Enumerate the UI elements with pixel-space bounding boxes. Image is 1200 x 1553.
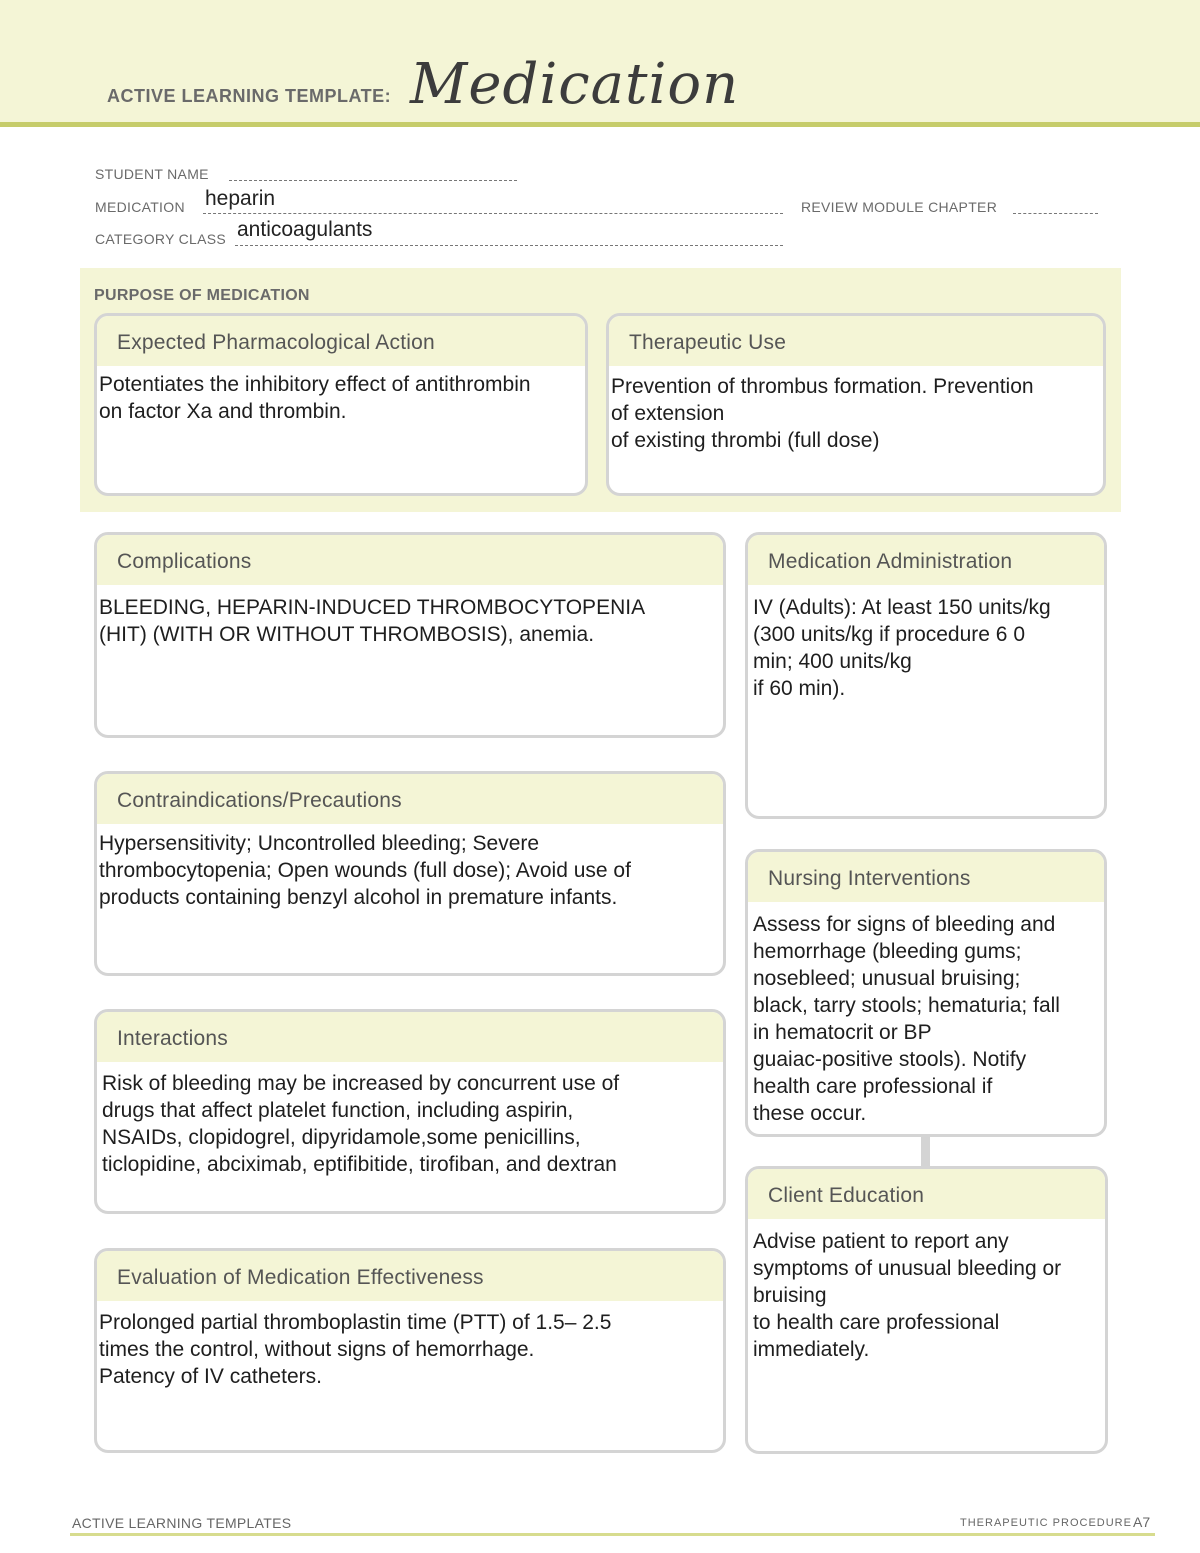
text-line: on factor Xa and thrombin.: [99, 400, 347, 423]
text-line: Risk of bleeding may be increased by concurrent use of: [102, 1072, 620, 1095]
text-line: black, tarry stools; hematuria; fall: [753, 994, 1060, 1017]
review-module-label: REVIEW MODULE CHAPTER: [801, 199, 998, 215]
complications-text[interactable]: [97, 585, 723, 648]
therapeutic-use-card: [606, 313, 1106, 496]
interactions-text[interactable]: [97, 1062, 723, 1178]
card-title: Interactions: [97, 1012, 723, 1062]
evaluation-text[interactable]: [97, 1301, 723, 1390]
text-line: guaiac-positive stools). Notify: [753, 1048, 1027, 1071]
text-line: drugs that affect platelet function, including aspirin,: [102, 1099, 574, 1122]
card-title: Complications: [97, 535, 723, 585]
template-label: ACTIVE LEARNING TEMPLATE:: [107, 86, 392, 106]
text-line: Assess for signs of bleeding and: [753, 913, 1056, 936]
text-line: to health care professional: [753, 1311, 1000, 1334]
client-education-text[interactable]: [748, 1219, 1105, 1363]
complications-card: [94, 532, 726, 738]
text-line: thrombocytopenia; Open wounds (full dose); Avoid use of: [99, 859, 631, 882]
interactions-card: [94, 1009, 726, 1214]
text-line: (HIT) (WITH OR WITHOUT THROMBOSIS), anemia.: [99, 623, 595, 646]
administration-text[interactable]: [748, 585, 1104, 702]
expected-action-card: [94, 313, 588, 496]
text-line: NSAIDs, clopidogrel, dipyridamole,some penicillins,: [102, 1126, 581, 1149]
card-title: Client Education: [748, 1169, 1105, 1219]
card-title: Nursing Interventions: [748, 852, 1104, 902]
text-line: Prolonged partial thromboplastin time (PTT) of 1.5– 2.5: [99, 1311, 612, 1334]
text-line: health care professional if: [753, 1075, 993, 1098]
text-line: IV (Adults): At least 150 units/kg: [753, 596, 1051, 619]
text-line: bruising: [753, 1284, 827, 1307]
text-line: min; 400 units/kg: [753, 650, 912, 673]
connector-line: [921, 1135, 930, 1167]
administration-card: [745, 532, 1107, 819]
category-class-field[interactable]: anticoagulants: [237, 218, 373, 241]
card-title: Medication Administration: [748, 535, 1104, 585]
header-divider: [0, 122, 1200, 127]
text-line: BLEEDING, HEPARIN-INDUCED THROMBOCYTOPENIA: [99, 596, 646, 619]
page-title: Medication: [410, 52, 740, 117]
page-number: A7: [1133, 1514, 1151, 1530]
medication-field-line: [203, 213, 783, 214]
therapeutic-use-text[interactable]: [609, 366, 1103, 454]
text-line: Potentiates the inhibitory effect of antithrombin: [99, 373, 531, 396]
card-title: Evaluation of Medication Effectiveness: [97, 1251, 723, 1301]
text-line: these occur.: [753, 1102, 867, 1125]
student-name-label: STUDENT NAME: [95, 166, 209, 182]
text-line: if 60 min).: [753, 677, 846, 700]
footer-title: ACTIVE LEARNING TEMPLATES: [72, 1515, 292, 1531]
text-line: Advise patient to report any: [753, 1230, 1009, 1253]
evaluation-card: [94, 1248, 726, 1453]
medication-field[interactable]: heparin: [205, 187, 276, 210]
text-line: ticlopidine, abciximab, eptifibitide, tirofiban, and dextran: [102, 1153, 617, 1176]
nursing-interventions-text[interactable]: [748, 902, 1104, 1127]
text-line: in hematocrit or BP: [753, 1021, 932, 1044]
medication-label: MEDICATION: [95, 199, 185, 215]
text-line: Hypersensitivity; Uncontrolled bleeding; Severe: [99, 832, 540, 855]
text-line: of extension: [611, 402, 725, 425]
purpose-label: PURPOSE OF MEDICATION: [94, 287, 310, 304]
client-education-card: [745, 1166, 1108, 1454]
text-line: Patency of IV catheters.: [99, 1365, 322, 1388]
text-line: Prevention of thrombus formation. Prevention: [611, 375, 1034, 398]
contraindications-text[interactable]: [97, 824, 723, 911]
expected-action-text[interactable]: [97, 366, 585, 425]
footer-divider: [70, 1533, 1155, 1536]
text-line: hemorrhage (bleeding gums;: [753, 940, 1022, 963]
text-line: (300 units/kg if procedure 6 0: [753, 623, 1025, 646]
text-line: times the control, without signs of hemorrhage.: [99, 1338, 535, 1361]
card-title: Therapeutic Use: [609, 316, 1103, 366]
card-title: Expected Pharmacological Action: [97, 316, 585, 366]
text-line: symptoms of unusual bleeding or: [753, 1257, 1062, 1280]
text-line: of existing thrombi (full dose): [611, 429, 880, 452]
nursing-interventions-card: [745, 849, 1107, 1137]
review-module-field[interactable]: [1013, 213, 1098, 214]
student-name-field[interactable]: [229, 180, 517, 181]
card-title: Contraindications/Precautions: [97, 774, 723, 824]
contraindications-card: [94, 771, 726, 976]
text-line: nosebleed; unusual bruising;: [753, 967, 1021, 990]
category-class-label: CATEGORY CLASS: [95, 231, 227, 247]
text-line: products containing benzyl alcohol in premature infants.: [99, 886, 618, 909]
category-field-line: [235, 245, 783, 246]
footer-section: THERAPEUTIC PROCEDURE: [960, 1517, 1132, 1529]
text-line: immediately.: [753, 1338, 870, 1361]
